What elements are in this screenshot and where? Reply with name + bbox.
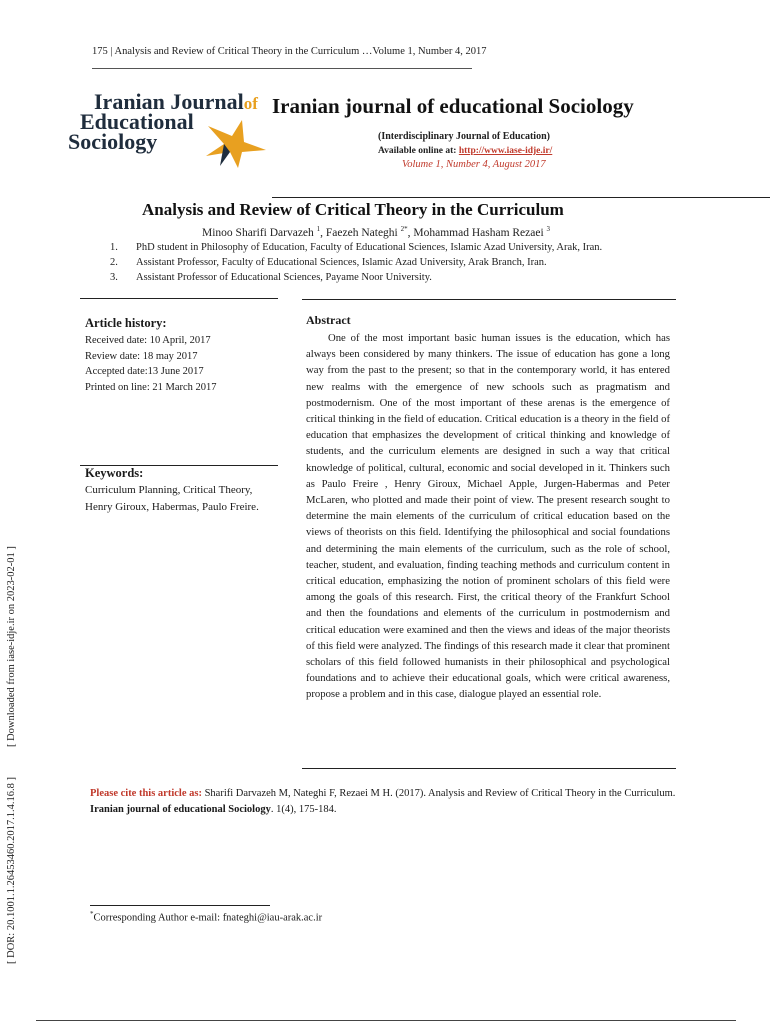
footnote-rule bbox=[90, 905, 270, 906]
star-pen-icon bbox=[202, 116, 268, 170]
footnote bbox=[90, 910, 322, 924]
author-name: Mohammad Hasham Rezaei bbox=[413, 226, 544, 239]
affiliation-item: 2. Assistant Professor, Faculty of Educational Sciences, Islamic Azad University, Arak Branch, Iran. bbox=[110, 257, 547, 268]
logo-word-journal: Journal bbox=[170, 89, 244, 114]
citation-journal: Iranian journal of educational Sociology bbox=[90, 804, 271, 815]
author-name: Minoo Sharifi Darvazeh bbox=[202, 226, 314, 239]
journal-url-link[interactable]: http://www.iase-idje.ir/ bbox=[458, 146, 553, 156]
logo-word-iranian: Iranian bbox=[94, 89, 171, 114]
keywords-text: Curriculum Planning, Critical Theory, Henry Giroux, Habermas, Paulo Freire. bbox=[85, 484, 259, 513]
history-item: Accepted date:13 June 2017 bbox=[85, 366, 204, 377]
footnote-text: Corresponding Author e-mail: fnateghi@iau-arak.ac.ir bbox=[93, 912, 323, 924]
running-head: 175 | Analysis and Review of Critical Theory in the Curriculum …Volume 1, Number 4, 2017 bbox=[92, 46, 487, 57]
author-name: Faezeh Nateghi bbox=[325, 226, 398, 239]
page-bottom-rule bbox=[36, 1020, 736, 1021]
left-section-rule bbox=[80, 298, 278, 299]
affiliation-item: 3. Assistant Professor of Educational Sciences, Payame Noor University. bbox=[110, 272, 432, 283]
citation-label: Please cite this article as: bbox=[90, 788, 202, 799]
history-item: Received date: 10 April, 2017 bbox=[85, 335, 211, 346]
history-item: Review date: 18 may 2017 bbox=[85, 350, 198, 362]
keywords-title: Keywords: bbox=[85, 466, 144, 480]
logo-word-educational: Educational bbox=[80, 109, 194, 134]
abstract-bottom-rule bbox=[302, 768, 676, 769]
download-stamp: [ Downloaded from iase-idje.ir on 2023-02-01 ] bbox=[6, 546, 17, 748]
author-line: Minoo Sharifi Darvazeh $^1$, Faezeh Nateghi $^{2*}$, Mohammad Hasham Rezaei $^3$ bbox=[202, 225, 551, 239]
dor-identifier: [ DOR: 20.1001.1.26453460.2017.1.4.16.8 ] bbox=[6, 777, 17, 964]
citation: Please cite this article as: Sharifi Darvazeh M, Nateghi F, Rezaei M H. (2017). Analysis and Review of Critical Theory in the Curriculum. Iranian journal of educational Sociology. 1(4), 175-184. bbox=[90, 788, 676, 815]
online-label: Available online at: bbox=[378, 146, 459, 156]
article-history-list bbox=[85, 333, 217, 395]
side-margin-text bbox=[6, 546, 17, 964]
journal-subtitle: (Interdisciplinary Journal of Education) bbox=[378, 131, 550, 142]
journal-volume: Volume 1, Number 4, August 2017 bbox=[402, 159, 546, 170]
logo-word-of: of bbox=[243, 94, 258, 113]
author-sup: 2* bbox=[400, 225, 408, 233]
abstract-text: One of the most important basic human issues is the education, which has always been considered by many thinkers. The issue of education has gone a long way from the past to the present; so that in the contemporary world, it has entered new realms with the emergence of new schools such as pragmatism and postmodernism. One of the most important of these arenas is the emergence of critical thinking in the field of education. Critical education is a theory in the field of education that emphasizes the development of critical thinking and knowledge of students, and the curriculum elements are designed in such a way that critical knowledge of political, cultural, economic and social developed in it. Thinkers such as Paulo Freire , Henry Giroux, Michael Apple, Jurgen-Habermas and Peter McLaren, who plotted and made their point of view. The present research sought to determine the main elements of the curriculum of critical education based on the views of theorists on this field. Identifying the philosophical and social foundations and determining the main elements of the curriculum, such as the role of school, teacher, student, and evaluation, finding teaching methods and curriculum content in critical education, emphasizing the notion of prominent scholars of this field were among the goals of this research. First, the critical theory of the Frankfurt School and then the foundations and elements of the curriculum in postmodernism and critical education were examined and then the views and ideas of the major theorists of this field were analyzed. The findings of this research made it clear that prominent scholars of this field followed humanists in their philosophical and psychological foundations and to achieve their educational goals, which were critical awareness, propose a problem and in this case, dialogue played an essential role. bbox=[306, 332, 670, 701]
author-sup: 3 bbox=[546, 225, 551, 233]
article-history-title: Article history: bbox=[85, 316, 167, 330]
journal-online bbox=[378, 146, 552, 156]
running-head-rule bbox=[92, 68, 472, 69]
journal-logo bbox=[66, 88, 266, 170]
footnote-mark: * bbox=[90, 910, 94, 918]
paper-title: Analysis and Review of Critical Theory in the Curriculum bbox=[142, 200, 564, 219]
right-section-rule bbox=[302, 299, 676, 300]
affiliations bbox=[110, 240, 602, 285]
journal-title: Iranian journal of educational Sociology bbox=[272, 94, 634, 118]
logo-word-sociology: Sociology bbox=[68, 129, 158, 154]
header-rule bbox=[272, 197, 770, 198]
affiliation-item: 1. PhD student in Philosophy of Education, Faculty of Educational Sciences, Islamic Azad University, Arak, Iran. bbox=[110, 242, 603, 253]
author-sup: 1 bbox=[316, 225, 321, 233]
history-item: Printed on line: 21 March 2017 bbox=[85, 381, 217, 393]
abstract-title: Abstract bbox=[306, 313, 351, 327]
